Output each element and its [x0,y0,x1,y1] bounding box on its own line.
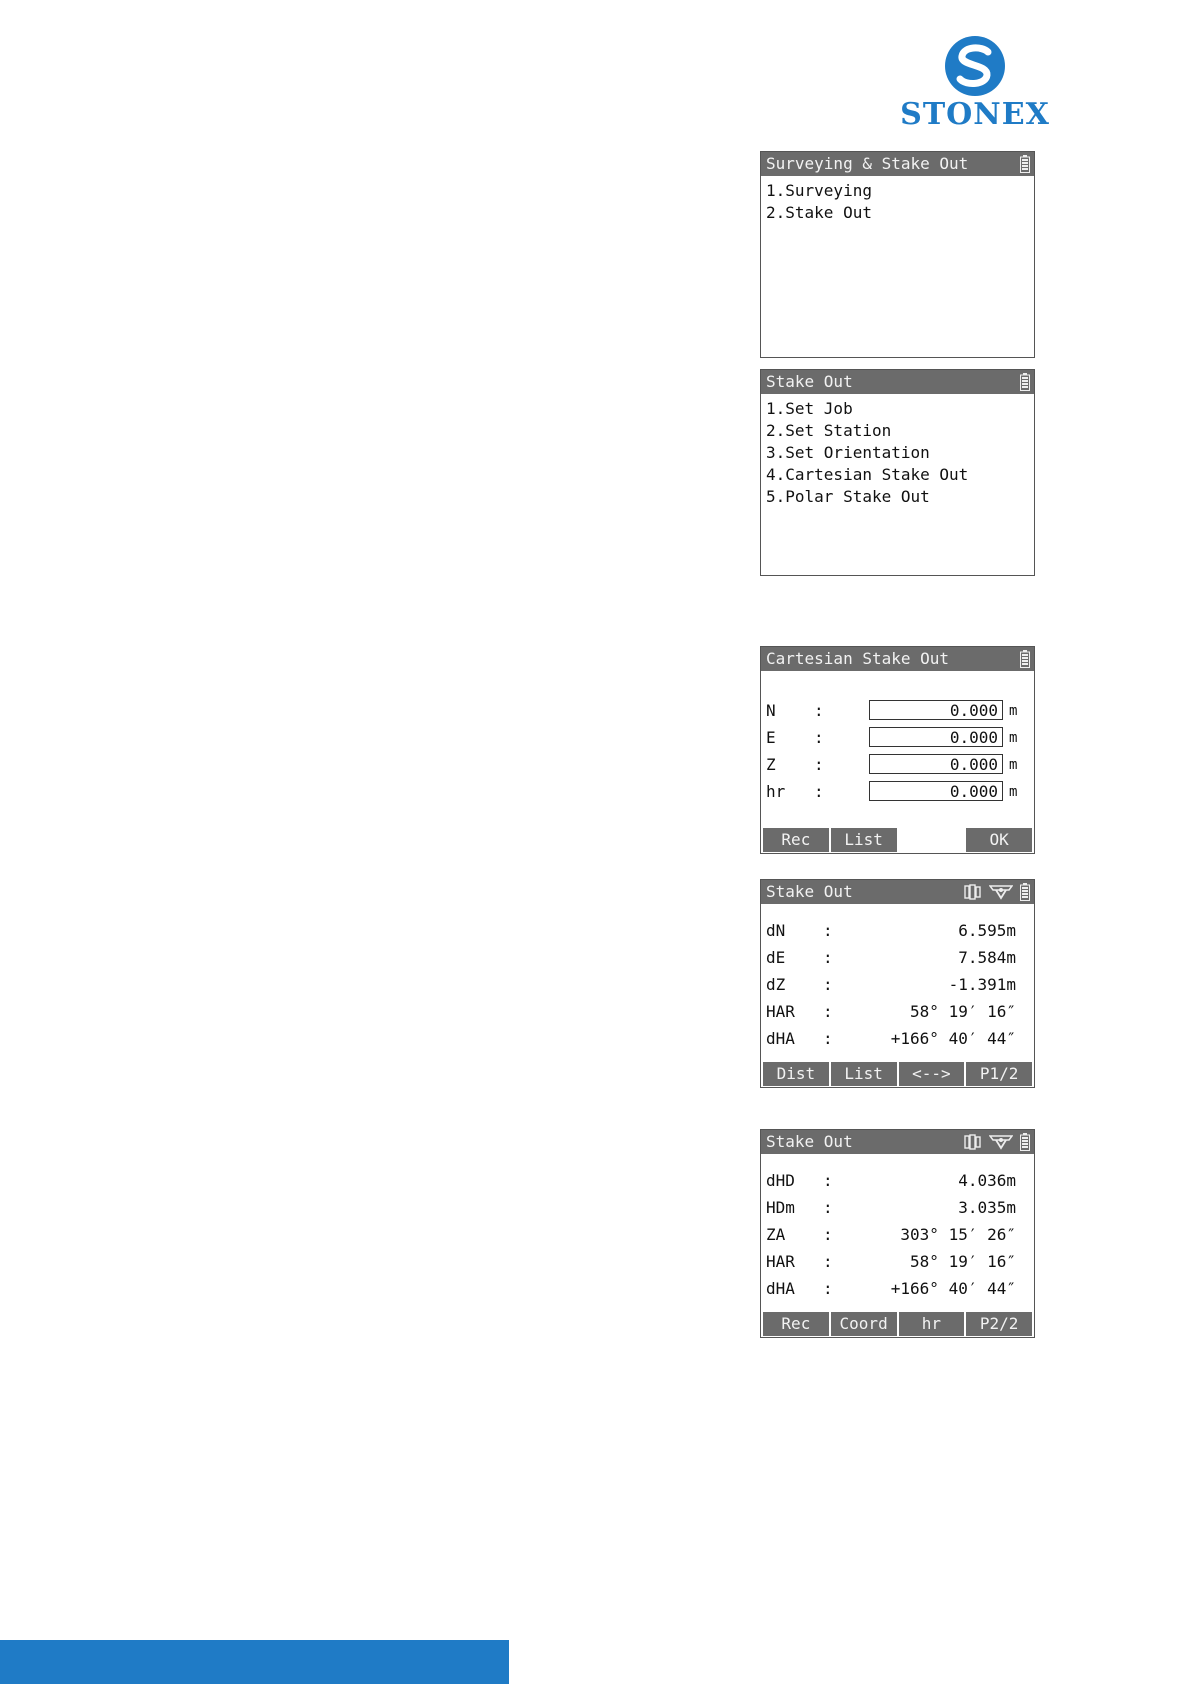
prism-icon [989,1133,1013,1151]
value-row-har [766,1251,1016,1273]
list-softkey[interactable]: List [831,1062,897,1086]
value-colon: : [823,921,833,940]
value-readout: 6.595m [958,921,1016,940]
unit-label: m [1009,703,1018,719]
field-row-hr [766,781,1030,803]
screen-title: Cartesian Stake Out [766,649,950,668]
n-input[interactable]: 0.000 [869,700,1003,720]
value-colon: : [823,1225,833,1244]
page-softkey[interactable]: P1/2 [966,1062,1032,1086]
value-colon: : [823,1171,833,1190]
value-row-dhd [766,1170,1016,1192]
unit-label: m [1009,784,1018,800]
z-input[interactable]: 0.000 [869,754,1003,774]
value-label: dHA [766,1029,795,1048]
cartesian-stakeout-screen [760,646,1035,854]
field-label: E [766,728,776,747]
value-row-dz [766,974,1016,996]
field-label: hr [766,782,786,801]
value-colon: : [823,1029,833,1048]
screen-titlebar [761,1130,1034,1154]
value-readout: 58° 19′ 16″ [910,1002,1016,1021]
menu-item-set-orientation[interactable]: 3.Set Orientation [766,443,930,462]
menu-item-surveying[interactable]: 1.Surveying [766,181,872,200]
value-label: HAR [766,1252,795,1271]
menu-item-stake-out[interactable]: 2.Stake Out [766,203,872,222]
battery-icon [1020,155,1030,173]
field-colon: : [814,728,824,747]
hr-softkey[interactable]: hr [899,1312,965,1336]
screen-titlebar [761,370,1034,394]
value-label: dHD [766,1171,795,1190]
value-colon: : [823,1279,833,1298]
value-colon: : [823,948,833,967]
e-input[interactable]: 0.000 [869,727,1003,747]
value-row-de [766,947,1016,969]
value-label: dHA [766,1279,795,1298]
unit-label: m [1009,757,1018,773]
screen-titlebar [761,152,1034,176]
stonex-s-icon [944,35,1006,97]
hr-input[interactable]: 0.000 [869,781,1003,801]
field-label: Z [766,755,776,774]
battery-icon [1020,1133,1030,1151]
value-row-dn [766,920,1016,942]
value-label: dN [766,921,786,940]
value-row-hdm [766,1197,1016,1219]
value-row-za [766,1224,1016,1246]
screen-titlebar [761,647,1034,671]
value-label: ZA [766,1225,786,1244]
field-row-n [766,700,1030,722]
field-label: N [766,701,776,720]
screen-title: Stake Out [766,1132,853,1151]
swap-softkey[interactable]: <--> [899,1062,965,1086]
prism-icon [989,883,1013,901]
value-label: dZ [766,975,786,994]
field-row-e [766,727,1030,749]
value-row-dha [766,1278,1016,1300]
value-colon: : [823,1252,833,1271]
value-colon: : [823,1002,833,1021]
screen-title: Stake Out [766,882,853,901]
page-softkey[interactable]: P2/2 [966,1312,1032,1336]
empty-softkey [899,828,965,852]
menu-list [766,180,1030,224]
surveying-stakeout-menu-screen [760,151,1035,358]
value-row-har [766,1001,1016,1023]
ok-softkey[interactable]: OK [966,828,1032,852]
value-readout: +166° 40′ 44″ [890,1029,1016,1048]
menu-list [766,398,1030,508]
field-colon: : [814,755,824,774]
footer-accent-bar [0,1640,509,1684]
value-readout: 7.584m [958,948,1016,967]
softkey-bar [763,1062,1032,1086]
field-colon: : [814,701,824,720]
value-readout: +166° 40′ 44″ [890,1279,1016,1298]
menu-item-set-station[interactable]: 2.Set Station [766,421,892,440]
screen-titlebar [761,880,1034,904]
value-colon: : [823,975,833,994]
value-readout: 4.036m [958,1171,1016,1190]
laser-icon [964,883,982,901]
value-colon: : [823,1198,833,1217]
battery-icon [1020,650,1030,668]
value-label: HDm [766,1198,795,1217]
field-colon: : [814,782,824,801]
rec-softkey[interactable]: Rec [763,1312,829,1336]
stakeout-results-p1-screen [760,879,1035,1088]
value-readout: -1.391m [948,975,1016,994]
screen-title: Stake Out [766,372,853,391]
value-label: dE [766,948,786,967]
menu-item-polar-stake-out[interactable]: 5.Polar Stake Out [766,487,930,506]
value-row-dha [766,1028,1016,1050]
battery-icon [1020,883,1030,901]
value-readout: 3.035m [958,1198,1016,1217]
stakeout-menu-screen [760,369,1035,576]
value-readout: 58° 19′ 16″ [910,1252,1016,1271]
stonex-logo [900,35,1050,135]
field-row-z [766,754,1030,776]
value-label: HAR [766,1002,795,1021]
softkey-bar [763,1312,1032,1336]
softkey-bar [763,828,1032,852]
battery-icon [1020,373,1030,391]
laser-icon [964,1133,982,1151]
coord-softkey[interactable]: Coord [831,1312,897,1336]
stonex-wordmark: STONEX [900,97,1050,132]
rec-softkey[interactable]: Rec [763,828,829,852]
stakeout-results-p2-screen [760,1129,1035,1338]
dist-softkey[interactable]: Dist [763,1062,829,1086]
screen-title: Surveying & Stake Out [766,154,969,173]
menu-item-cartesian-stake-out[interactable]: 4.Cartesian Stake Out [766,465,969,484]
list-softkey[interactable]: List [831,828,897,852]
menu-item-set-job[interactable]: 1.Set Job [766,399,853,418]
unit-label: m [1009,730,1018,746]
value-readout: 303° 15′ 26″ [900,1225,1016,1244]
